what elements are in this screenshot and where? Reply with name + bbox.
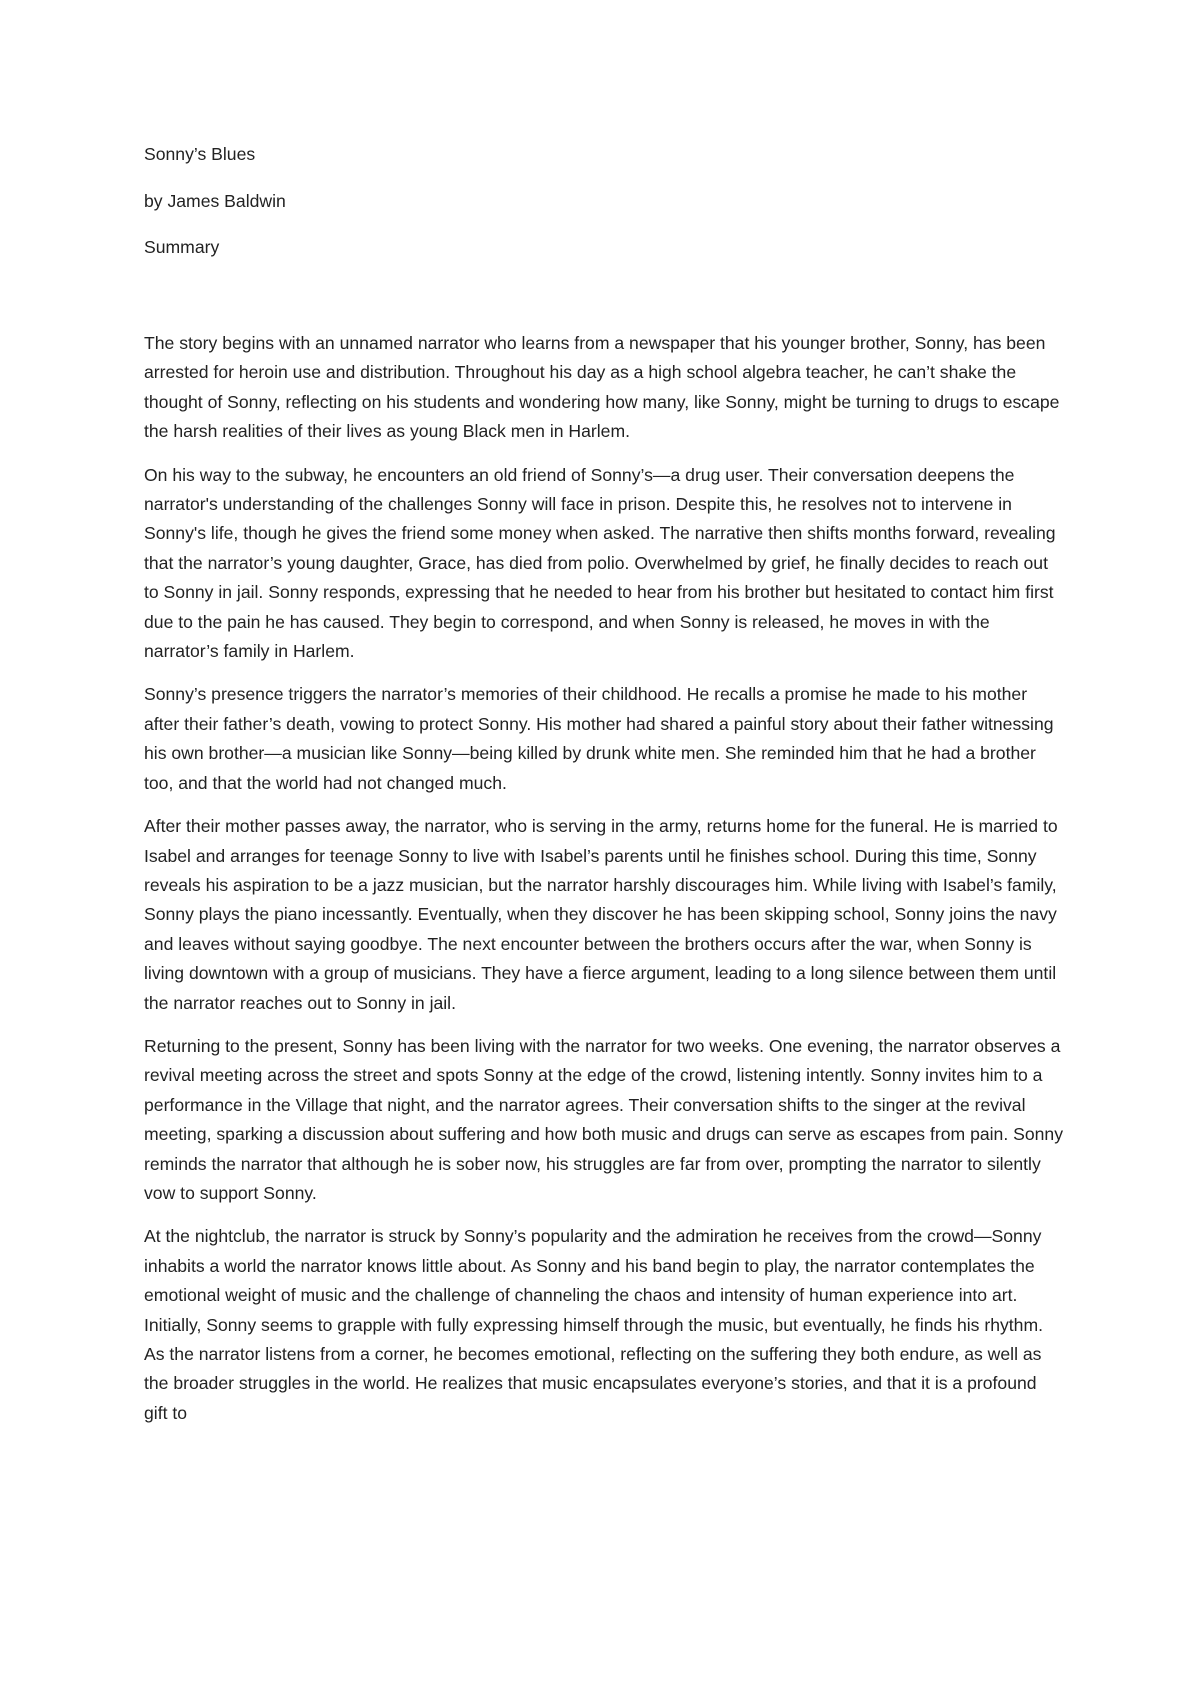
section-heading: Summary	[144, 237, 220, 257]
paragraph-4: After their mother passes away, the narrator, who is serving in the army, returns home for the funeral. He is married to Isabel and arranges for teenage Sonny to live with Isabel’s parents until he finishes school. During this time, Sonny reveals his aspiration to be a jazz musician, but the narrator harshly discourages him. While living with Isabel’s family, Sonny plays the piano incessantly. Eventually, when they discover he has been skipping school, Sonny joins the navy and leaves without saying goodbye. The next encounter between the brothers occurs after the war, when Sonny is living downtown with a group of musicians. They have a fierce argument, leading to a long silence between them until the narrator reaches out to Sonny in jail.	[144, 816, 1058, 1013]
paragraph-2: On his way to the subway, he encounters an old friend of Sonny’s—a drug user. Their conversation deepens the narrator's understanding of the challenges Sonny will face in prison. Despite this, he resolves not to intervene in Sonny's life, though he gives the friend some money when asked. The narrative then shifts months forward, revealing that the narrator’s young daughter, Grace, has died from polio. Overwhelmed by grief, he finally decides to reach out to Sonny in jail. Sonny responds, expressing that he needed to hear from his brother but hesitated to contact him first due to the pain he has caused. They begin to correspond, and when Sonny is released, he moves in with the narrator’s family in Harlem.	[144, 464, 1056, 662]
document-author: by James Baldwin	[144, 190, 286, 211]
paragraph-1: The story begins with an unnamed narrator who learns from a newspaper that his younger brother, Sonny, has been arrested for heroin use and distribution. Throughout his day as a high school algebra teacher, he can’t shake the thought of Sonny, reflecting on his students and wondering how many, like Sonny, might be turning to drugs to escape the harsh realities of their lives as young Black men in Harlem.	[144, 333, 1060, 442]
paragraph-5: Returning to the present, Sonny has been living with the narrator for two weeks. One evening, the narrator observes a revival meeting across the street and spots Sonny at the edge of the crowd, listening intently. Sonny invites him to a performance in the Village that night, and the narrator agrees. Their conversation shifts to the singer at the revival meeting, sparking a discussion about suffering and how both music and drugs can serve as escapes from pain. Sonny reminds the narrator that although he is sober now, his struggles are far from over, prompting the narrator to silently vow to support Sonny.	[144, 1035, 1063, 1203]
paragraph-3: Sonny’s presence triggers the narrator’s memories of their childhood. He recalls a promise he made to his mother after their father’s death, vowing to protect Sonny. His mother had shared a painful story about their father witnessing his own brother—a musician like Sonny—being killed by drunk white men. She reminded him that he had a brother too, and that the world had not changed much.	[144, 684, 1054, 793]
document-body	[144, 143, 1064, 1442]
paragraph-6: At the nightclub, the narrator is struck by Sonny’s popularity and the admiration he receives from the crowd—Sonny inhabits a world the narrator knows little about. As Sonny and his band begin to play, the narrator contemplates the emotional weight of music and the challenge of channeling the chaos and intensity of human experience into art. Initially, Sonny seems to grapple with fully expressing himself through the music, but eventually, he finds his rhythm. As the narrator listens from a corner, he becomes emotional, reflecting on the suffering they both endure, as well as the broader struggles in the world. He realizes that music encapsulates everyone’s stories, and that it is a profound gift to	[144, 1226, 1044, 1423]
document-title: Sonny’s Blues	[144, 144, 256, 164]
